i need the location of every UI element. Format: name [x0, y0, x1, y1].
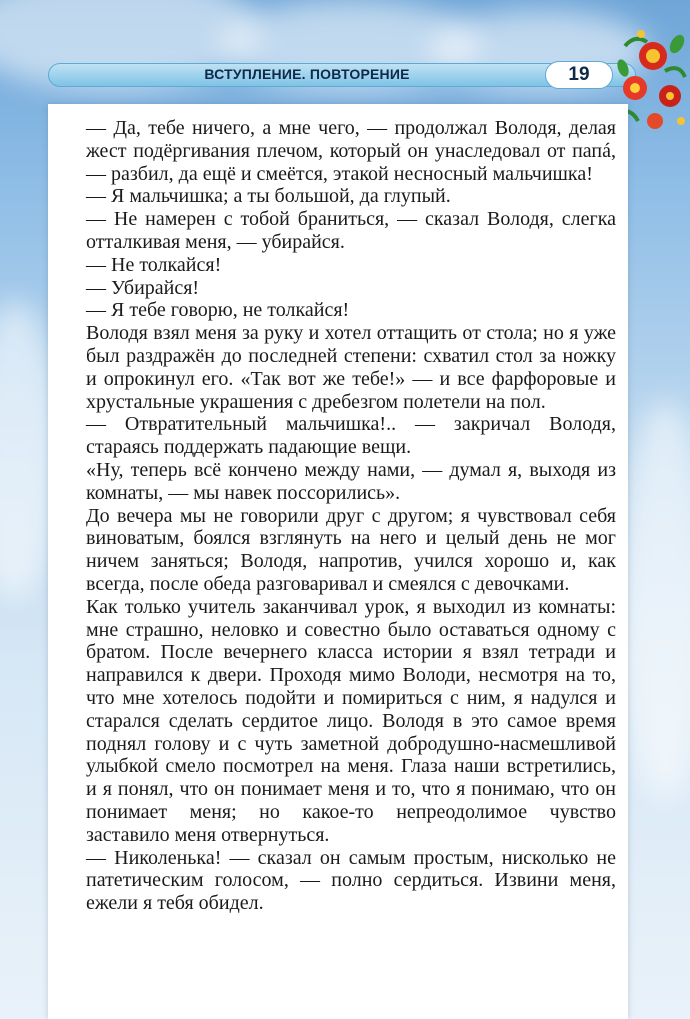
paragraph: — Я тебе говорю, не толкайся! — [86, 299, 350, 322]
paragraph: — Не толкайся! — [86, 253, 222, 276]
sky-cloud — [620, 400, 690, 800]
paragraph: — Убирайся! — [86, 276, 200, 299]
paragraph: — Отвратительный мальчишка!.. — закричал Володя, стараясь поддержать падающие вещи. — [86, 413, 616, 459]
page-number-box — [545, 61, 613, 89]
page-number: 19 — [568, 64, 590, 85]
paragraph: «Ну, теперь всё кончено между нами, — думал я, выходя из комнаты, — мы навек поссорились». — [86, 458, 616, 504]
paragraph: — Да, тебе ничего, а мне чего, — продолжал Володя, делая жест подёргивания плечом, который он унаследовал от папá, — разбил, да ещё и смеётся, этакой несносный мальчишка! — [86, 117, 616, 185]
paragraph: — Не намерен с тобой браниться, — сказал Володя, слегка отталкивая меня, — убирайся. — [86, 208, 616, 253]
paragraph: — Я мальчишка; а ты большой, да глупый. — [86, 185, 451, 208]
story-text — [86, 117, 616, 915]
paragraph: Как только учитель заканчивал урок, я выходил из комнаты: мне страшно, неловко и совестно было оставаться одному с братом. После вечернего класса истории я взял тетради и направился к двери. Проходя мимо Володи, несмотря на то, что мне хотелось подойти и помириться с ним, я надулся и старался сделать сердитое лицо. Володя в это самое время поднял голову и с чуть заметной добродушно-насмешливой улыбкой смело посмотрел на меня. Глаза наши встретились, и я понял, что он понимает меня и то, что я понимаю, что он понимает меня; но какое-то непреодолимое чувство заставило меня отвернуться. — [86, 595, 616, 846]
paragraph: — Николенька! — сказал он самым простым, нисколько не патетическим голосом, — полно сердиться. Извини меня, ежели я тебя обидел. — [86, 846, 616, 915]
paragraph: Володя взял меня за руку и хотел оттащить от стола; но я уже был раздражён до последней степени: схватил стол за ножку и опрокинул его. «Так вот же тебе!» — и все фарфоровые и хрустальные украшения с дребезгом полетели на пол. — [86, 322, 616, 413]
paragraph: До вечера мы не говорили друг с другом; я чувствовал себя виноватым, боялся взглянуть на него и целый день не мог ничем заняться; Володя, напротив, учился хорошо и, как всегда, после обеда разговаривал и смеялся с девочками. — [86, 504, 616, 595]
page-title: ВСТУПЛЕНИЕ. ПОВТОРЕНИЕ — [204, 66, 410, 82]
